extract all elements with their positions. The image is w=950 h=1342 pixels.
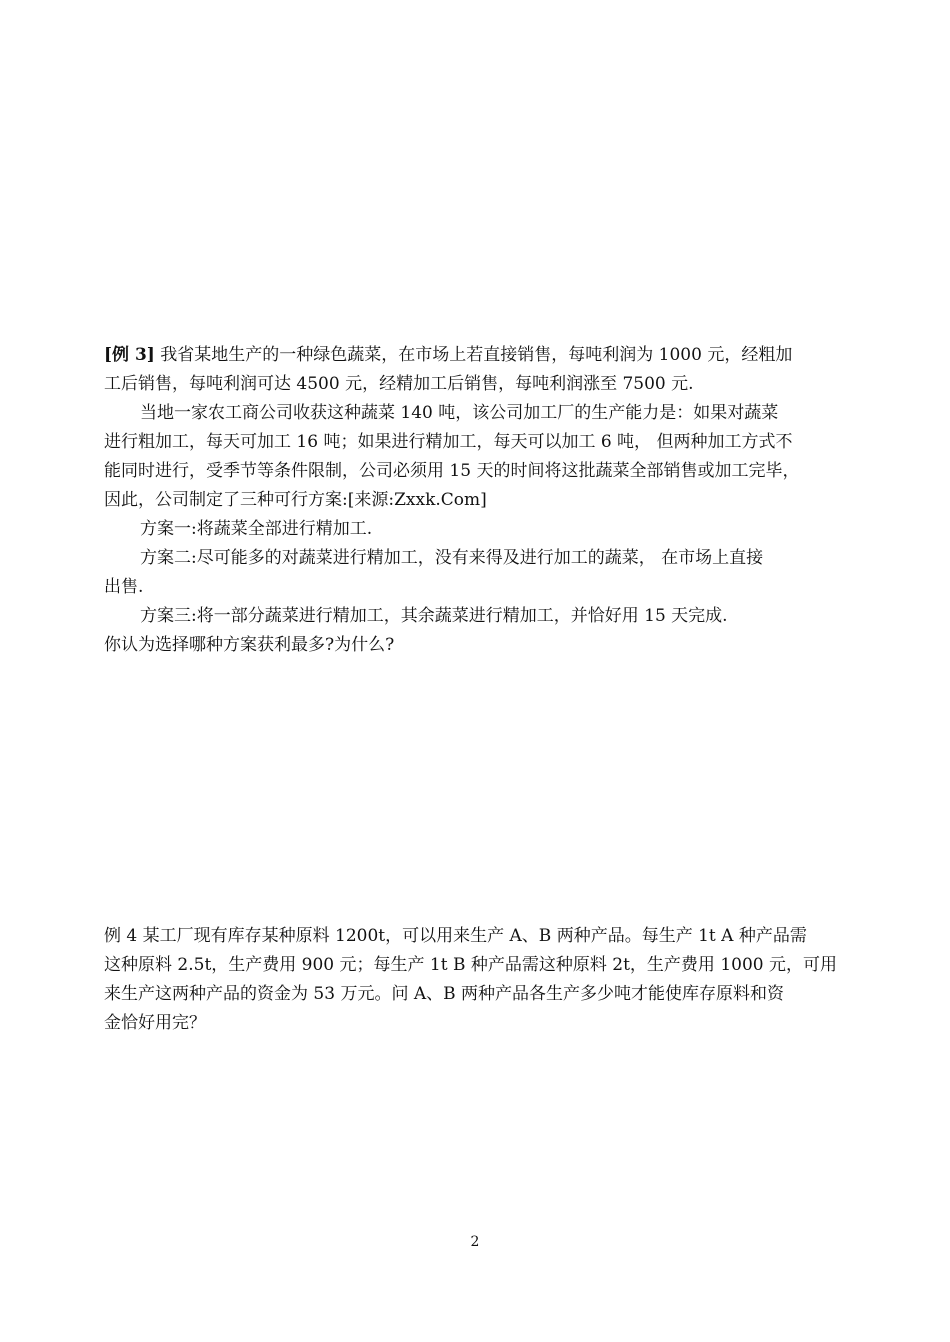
example-3-line-5: 能同时进行，受季节等条件限制，公司必须用 15 天的时间将这批蔬菜全部销售或加工完毕，	[104, 461, 800, 481]
example-3-text: 我省某地生产的一种绿色蔬菜，在市场上若直接销售，每吨利润为 1000 元，经粗加	[154, 345, 793, 365]
example-4-line-4: 金恰好用完？	[104, 1013, 206, 1033]
plan-3: 方案三:将一部分蔬菜进行精加工，其余蔬菜进行精加工，并恰好用 15 天完成.	[140, 606, 728, 626]
example-3-line-1	[104, 341, 856, 370]
example-3-question: 你认为选择哪种方案获利最多?为什么?	[104, 635, 395, 655]
example-4-line-3: 来生产这两种产品的资金为 53 万元。问 A、B 两种产品各生产多少吨才能使库存原料和资	[104, 984, 785, 1004]
plan-2-continued: 出售.	[104, 577, 144, 597]
example-3-line-3: 当地一家农工商公司收获这种蔬菜 140 吨，该公司加工厂的生产能力是：如果对蔬菜	[140, 403, 779, 423]
plan-1: 方案一:将蔬菜全部进行精加工.	[140, 519, 373, 539]
example-4	[104, 922, 856, 1038]
example-3-line-6: 因此，公司制定了三种可行方案:[来源:Zxxk.Com]	[104, 490, 487, 510]
example-3-tag: [例 3]	[104, 345, 155, 365]
page-number: 2	[470, 1234, 480, 1250]
plan-2: 方案二:尽可能多的对蔬菜进行精加工，没有来得及进行加工的蔬菜， 在市场上直接	[140, 548, 764, 568]
example-4-line-1: 例 4 某工厂现有库存某种原料 1200t，可以用来生产 A、B 两种产品。每生产 1t A 种产品需	[104, 926, 807, 946]
example-4-line-2: 这种原料 2.5t，生产费用 900 元；每生产 1t B 种产品需这种原料 2t，生产费用 1000 元，可用	[104, 955, 837, 975]
example-3	[104, 341, 856, 660]
example-3-line-4: 进行粗加工，每天可加工 16 吨；如果进行精加工，每天可以加工 6 吨， 但两种加工方式不	[104, 432, 793, 452]
example-3-line-2: 工后销售，每吨利润可达 4500 元，经精加工后销售，每吨利润涨至 7500 元.	[104, 374, 694, 394]
